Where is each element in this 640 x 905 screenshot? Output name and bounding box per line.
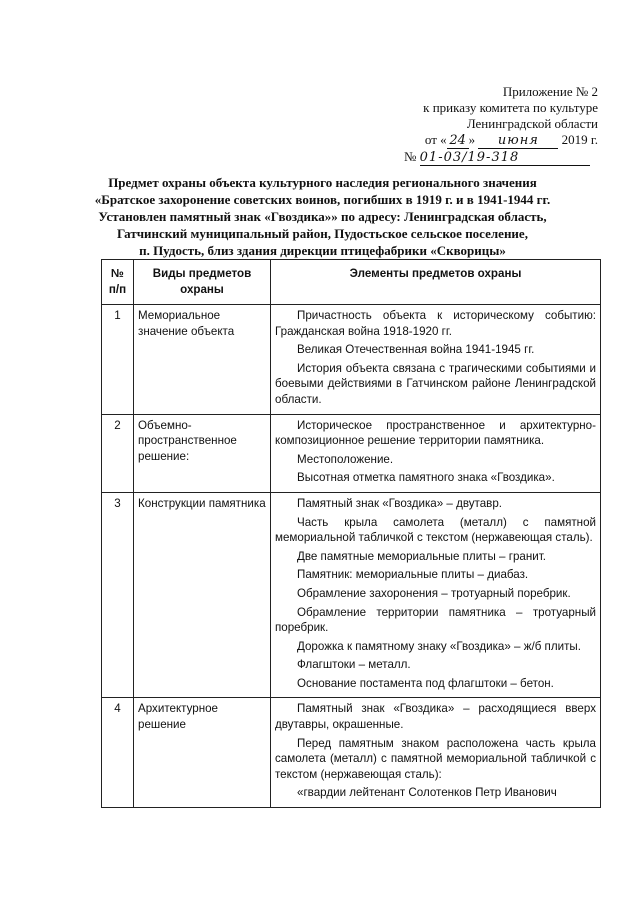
element-item: Памятный знак «Гвоздика» – двутавр. bbox=[297, 496, 502, 510]
header-number: № п/п bbox=[102, 260, 134, 305]
appendix-region: Ленинградской области bbox=[466, 116, 598, 131]
date-month-handwritten: июня bbox=[478, 134, 558, 149]
row-kind: Мемориальное значение объекта bbox=[134, 305, 271, 415]
header-kind: Виды предметов охраны bbox=[134, 260, 271, 305]
element-item: Высотная отметка памятного знака «Гвоздика». bbox=[297, 471, 555, 485]
row-number: 3 bbox=[102, 492, 134, 698]
table-row bbox=[102, 305, 601, 415]
document-title bbox=[40, 174, 605, 259]
date-day-handwritten: 24 bbox=[447, 134, 469, 149]
number-handwritten: 01-03/19-318 bbox=[420, 151, 590, 166]
title-line-2: «Братское захоронение советских воинов, погибших в 1919 г. и в 1941-1944 гг. bbox=[94, 192, 551, 207]
protection-subject-table bbox=[101, 259, 601, 808]
element-item: Великая Отечественная война 1941-1945 гг. bbox=[297, 343, 535, 357]
title-line-5: п. Пудость, близ здания дирекции птицефабрики «Скворицы» bbox=[139, 243, 506, 258]
table-header-row bbox=[102, 260, 601, 305]
element-item: Две памятные мемориальные плиты – гранит. bbox=[297, 549, 546, 563]
element-item: Основание постамента под флагштоки – бетон. bbox=[297, 676, 554, 690]
row-number: 4 bbox=[102, 698, 134, 808]
element-item: Дорожка к памятному знаку «Гвоздика» – ж/б плиты. bbox=[297, 639, 581, 653]
header-elements: Элементы предметов охраны bbox=[271, 260, 601, 305]
date-year: 2019 г. bbox=[561, 132, 598, 147]
element-item: Часть крыла самолета (металл) с памятной мемориальной табличкой с текстом (нержавеющая сталь). bbox=[275, 515, 596, 545]
table-row bbox=[102, 414, 601, 492]
element-item: История объекта связана с трагическими событиями и боевыми действиями в Гатчинском районе Ленинградской области. bbox=[275, 361, 596, 406]
element-item: Причастность объекта к историческому событию: Гражданская война 1918-1920 гг. bbox=[275, 309, 596, 338]
appendix-title: Приложение № 2 bbox=[502, 84, 598, 99]
element-item: Местоположение. bbox=[297, 452, 394, 466]
element-item: Флагштоки – металл. bbox=[297, 658, 411, 672]
element-item: Обрамление захоронения – тротуарный поребрик. bbox=[297, 586, 571, 600]
appendix-number bbox=[380, 149, 598, 166]
element-item: Обрамление территории памятника – тротуарный поребрик. bbox=[275, 605, 596, 635]
date-prefix: от « bbox=[424, 132, 447, 147]
row-kind: Конструкции памятника bbox=[134, 492, 271, 698]
title-line-1: Предмет охраны объекта культурного наследия регионального значения bbox=[108, 175, 537, 190]
appendix-block bbox=[380, 84, 598, 166]
row-elements bbox=[271, 698, 601, 808]
element-item: Перед памятным знаком расположена часть крыла самолета (металл) с памятной мемориальной табличкой с текстом (нержавеющая сталь): bbox=[275, 736, 596, 781]
row-number: 1 bbox=[102, 305, 134, 415]
title-line-4: Гатчинский муниципальный район, Пудостьское сельское поселение, bbox=[117, 226, 528, 241]
row-elements bbox=[271, 492, 601, 698]
element-item: Памятный знак «Гвоздика» – расходящиеся вверх двутавры, окрашенные. bbox=[275, 702, 596, 732]
row-kind: Объемно-пространственное решение: bbox=[134, 414, 271, 492]
row-elements bbox=[271, 305, 601, 415]
table-row bbox=[102, 698, 601, 808]
number-prefix: № bbox=[404, 149, 417, 164]
title-line-3: Установлен памятный знак «Гвоздика»» по адресу: Ленинградская область, bbox=[98, 209, 547, 224]
appendix-order-ref: к приказу комитета по культуре bbox=[423, 100, 598, 115]
table-row bbox=[102, 492, 601, 698]
row-elements bbox=[271, 414, 601, 492]
element-item: Памятник: мемориальные плиты – диабаз. bbox=[297, 568, 529, 582]
date-mid: » bbox=[468, 132, 476, 147]
appendix-date bbox=[380, 132, 598, 149]
row-number: 2 bbox=[102, 414, 134, 492]
row-kind: Архитектурное решение bbox=[134, 698, 271, 808]
element-item: «гвардии лейтенант Солотенков Петр Иванович bbox=[297, 786, 557, 800]
element-item: Историческое пространственное и архитектурно-композиционное решение территории памятника. bbox=[275, 418, 596, 448]
